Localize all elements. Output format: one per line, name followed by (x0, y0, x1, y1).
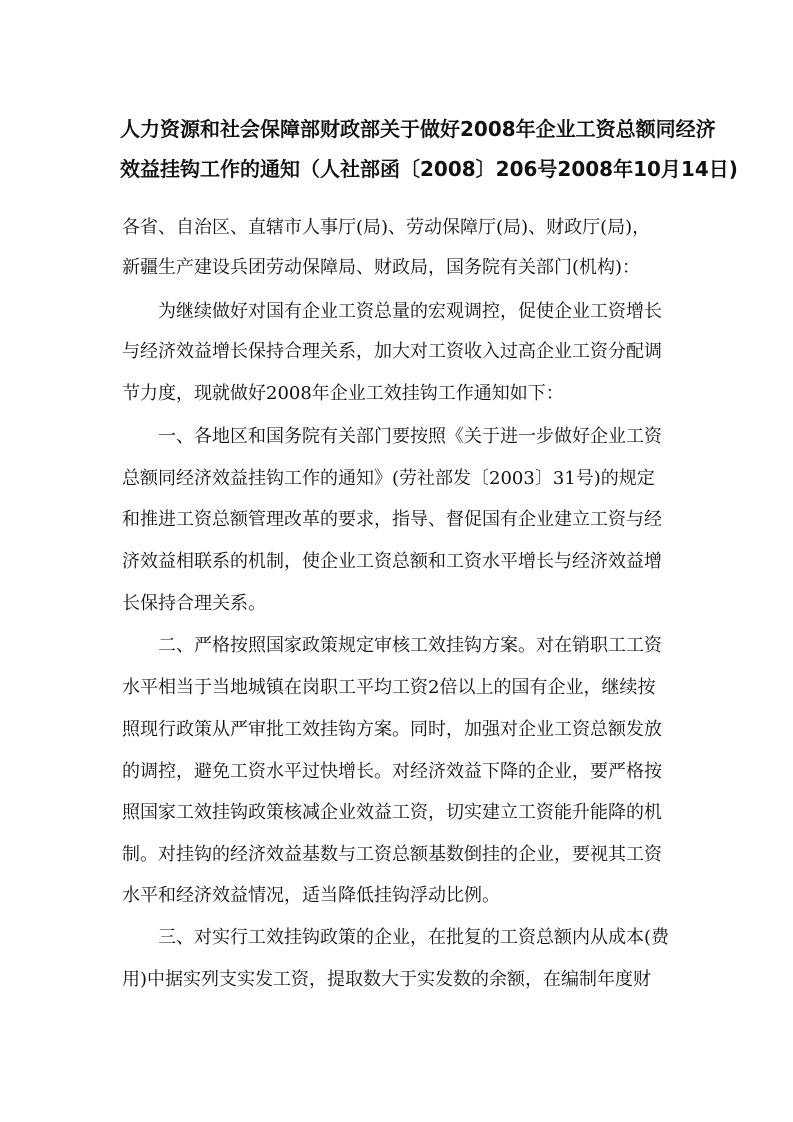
section-two-line: 水平和经济效益情况，适当降低挂钩浮动比例。 (122, 885, 500, 906)
document-title-line-2: 效益挂钩工作的通知（人社部函〔2008〕206号2008年10月14日) (120, 157, 738, 181)
section-two-line: 照现行政策从严审批工效挂钩方案。同时，加强对企业工资总额发放 (122, 719, 662, 740)
section-one-line: 和推进工资总额管理改革的要求，指导、督促国有企业建立工资与经 (122, 509, 662, 530)
section-one-line: 济效益相联系的机制，使企业工资总额和工资水平增长与经济效益增 (122, 551, 662, 572)
salutation-line-2: 新疆生产建设兵团劳动保障局、财政局，国务院有关部门(机构)： (122, 257, 641, 278)
section-two-line: 的调控，避免工资水平过快增长。对经济效益下降的企业，要严格按 (122, 761, 662, 782)
section-two-line: 水平相当于当地城镇在岗职工平均工资2倍以上的国有企业，继续按 (122, 677, 656, 698)
section-two-line: 照国家工效挂钩政策核减企业效益工资，切实建立工资能升能降的机 (122, 802, 662, 823)
intro-paragraph-line: 为继续做好对国有企业工资总量的宏观调控，促使企业工资增长 (158, 301, 662, 322)
section-three-line: 三、对实行工效挂钩政策的企业，在批复的工资总额内从成本(费 (158, 927, 670, 948)
salutation-line-1: 各省、自治区、直辖市人事厅(局)、劳动保障厅(局)、财政厅(局)， (122, 217, 651, 238)
document-title-line-1: 人力资源和社会保障部财政部关于做好2008年企业工资总额同经济 (120, 117, 716, 141)
section-one-line: 长保持合理关系。 (122, 593, 266, 614)
section-three-line: 用)中据实列支实发工资，提取数大于实发数的余额，在编制年度财 (122, 969, 652, 990)
section-two-line: 制。对挂钩的经济效益基数与工资总额基数倒挂的企业，要视其工资 (122, 844, 662, 865)
section-one-line: 总额同经济效益挂钩工作的通知》(劳社部发〔2003〕31号)的规定 (122, 468, 655, 489)
intro-paragraph-line: 节力度，现就做好2008年企业工效挂钩工作通知如下： (122, 383, 564, 404)
intro-paragraph-line: 与经济效益增长保持合理关系，加大对工资收入过高企业工资分配调 (122, 341, 662, 362)
section-two-line: 二、严格按照国家政策规定审核工效挂钩方案。对在销职工工资 (158, 635, 662, 656)
section-one-line: 一、各地区和国务院有关部门要按照《关于进一步做好企业工资 (158, 426, 662, 447)
